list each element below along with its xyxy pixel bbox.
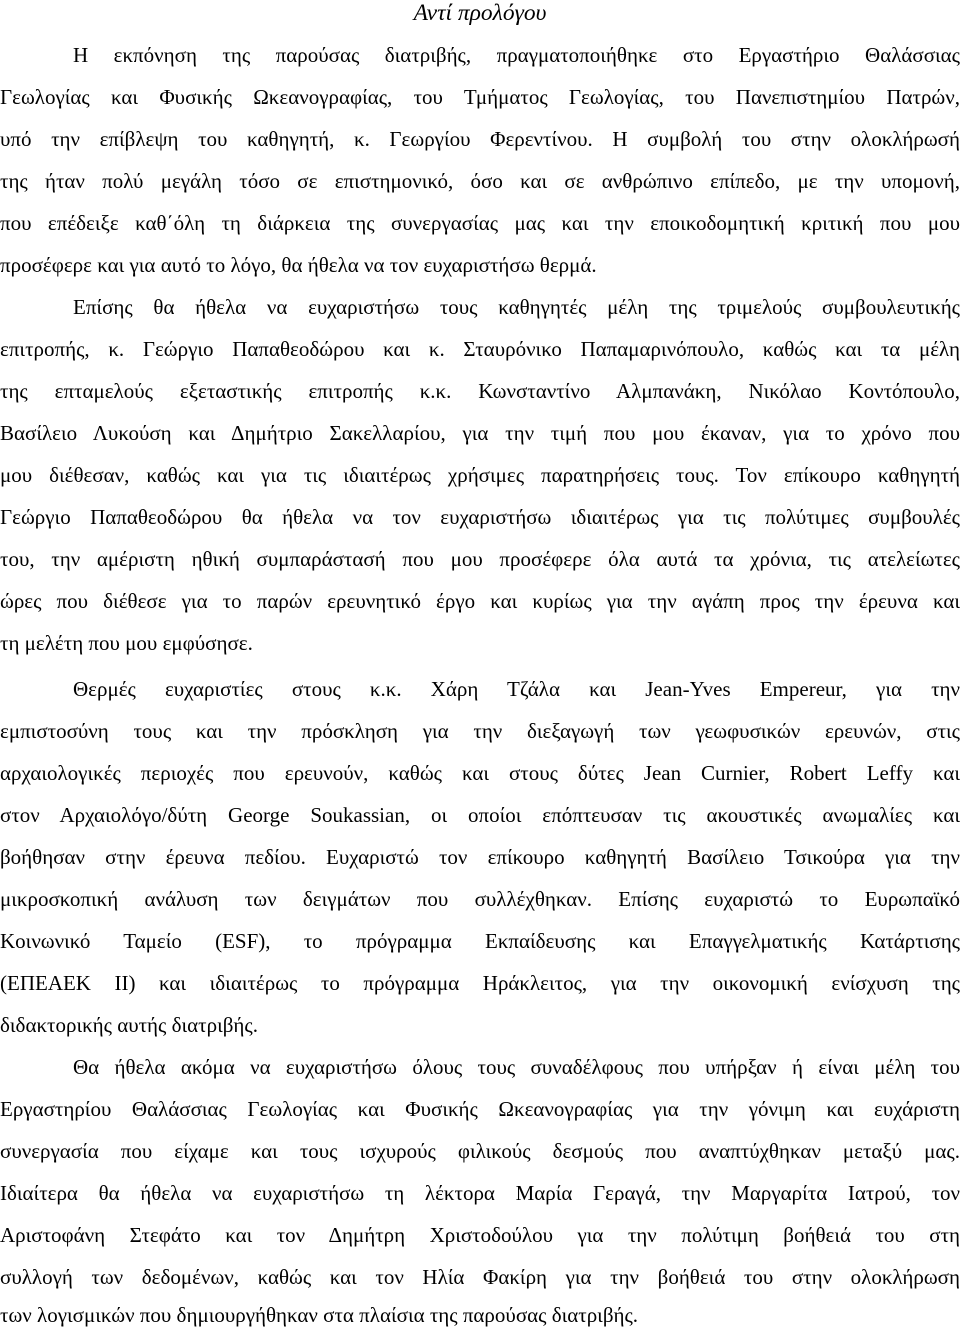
text-line: Βασίλειο Λυκούση και Δημήτριο Σακελλαρίου, για την τιμή που μου έκαναν, για το χρόνο που — [0, 421, 960, 445]
text-line: Γεώργιο Παπαθεοδώρου θα ήθελα να τον ευχαριστήσω ιδιαιτέρως για τις πολύτιμες συμβουλές — [0, 505, 960, 529]
text-line: που επέδειξε καθ΄όλη τη διάρκεια της συνεργασίας μας και την εποικοδομητική κριτική που μου — [0, 211, 960, 235]
text-line: Εργαστηρίου Θαλάσσιας Γεωλογίας και Φυσικής Ωκεανογραφίας για την γόνιμη και ευχάριστη — [0, 1097, 960, 1121]
text-line: Αριστοφάνη Στεφάτο και τον Δημήτρη Χριστοδούλου για την πολύτιμη βοήθειά του στη — [0, 1223, 960, 1247]
text-line: συλλογή των δεδομένων, καθώς και τον Ηλία Φακίρη για την βοήθειά του στην ολοκλήρωση — [0, 1265, 960, 1289]
text-line: υπό την επίβλεψη του καθηγητή, κ. Γεωργίου Φερεντίνου. Η συμβολή του στην ολοκλήρωσή — [0, 127, 960, 151]
text-line: του, την αμέριστη ηθική συμπαράστασή που μου προσέφερε όλα αυτά τα χρόνια, τις ατελείωτες — [0, 547, 960, 571]
text-line: μου διέθεσαν, καθώς και για τις ιδιαιτέρως χρήσιμες παρατηρήσεις τους. Τον επίκουρο καθηγητή — [0, 463, 960, 487]
text-line: Θα ήθελα ακόμα να ευχαριστήσω όλους τους συναδέλφους που υπήρξαν ή είναι μέλη του — [73, 1055, 960, 1079]
text-line: τη μελέτη που μου εμφύσησε. — [0, 631, 253, 655]
page-title: Αντί προλόγου — [413, 0, 547, 26]
text-line: αρχαιολογικές περιοχές που ερευνούν, καθώς και στους δύτες Jean Curnier, Robert Leffy και — [0, 761, 960, 785]
text-line: συνεργασία που είχαμε και τους ισχυρούς φιλικούς δεσμούς που αναπτύχθηκαν μεταξύ μας. — [0, 1139, 960, 1163]
text-line: βοήθησαν στην έρευνα πεδίου. Ευχαριστώ τον επίκουρο καθηγητή Βασίλειο Τσικούρα για την — [0, 845, 960, 869]
text-line: Κοινωνικό Ταμείο (ESF), το πρόγραμμα Εκπαίδευσης και Επαγγελματικής Κατάρτισης — [0, 929, 960, 953]
text-line: Θερμές ευχαριστίες στους κ.κ. Χάρη Τζάλα και Jean-Yves Empereur, για την — [73, 677, 960, 701]
text-line: (ΕΠΕΑΕΚ ΙΙ) και ιδιαιτέρως το πρόγραμμα Ηράκλειτος, για την οικονομική ενίσχυση της — [0, 971, 960, 995]
text-line: Γεωλογίας και Φυσικής Ωκεανογραφίας, του Τμήματος Γεωλογίας, του Πανεπιστημίου Πατρών, — [0, 85, 960, 109]
text-line: εμπιστοσύνη τους και την πρόσκληση για την διεξαγωγή των γεωφυσικών ερευνών, στις — [0, 719, 960, 743]
text-line: Ιδιαίτερα θα ήθελα να ευχαριστήσω τη λέκτορα Μαρία Γεραγά, την Μαργαρίτα Ιατρού, τον — [0, 1181, 960, 1205]
text-line: διδακτορικής αυτής διατριβής. — [0, 1013, 258, 1037]
text-line: στον Αρχαιολόγο/δύτη George Soukassian, οι οποίοι επόπτευσαν τις ακουστικές ανωμαλίες και — [0, 803, 960, 827]
text-line: Η εκπόνηση της παρούσας διατριβής, πραγματοποιήθηκε στο Εργαστήριο Θαλάσσιας — [73, 43, 960, 67]
text-line: προσέφερε και για αυτό το λόγο, θα ήθελα να τον ευχαριστήσω θερμά. — [0, 253, 597, 277]
text-line: μικροσκοπική ανάλυση των δειγμάτων που συλλέχθηκαν. Επίσης ευχαριστώ το Ευρωπαϊκό — [0, 887, 960, 911]
text-line: επιτροπής, κ. Γεώργιο Παπαθεοδώρου και κ. Σταυρόνικο Παπαμαρινόπουλο, καθώς και τα μέλη — [0, 337, 960, 361]
text-line: των λογισμικών που δημιουργήθηκαν στα πλαίσια της παρούσας διατριβής. — [0, 1303, 639, 1327]
text-line: ώρες που διέθεσε για το παρών ερευνητικό έργο και κυρίως για την αγάπη προς την έρευνα και — [0, 589, 960, 613]
text-line: της επταμελούς εξεταστικής επιτροπής κ.κ. Κωνσταντίνο Αλμπανάκη, Νικόλαο Κοντόπουλο, — [0, 379, 960, 403]
text-line: Επίσης θα ήθελα να ευχαριστήσω τους καθηγητές μέλη της τριμελούς συμβουλευτικής — [73, 295, 960, 319]
text-line: της ήταν πολύ μεγάλη τόσο σε επιστημονικό, όσο και σε ανθρώπινο επίπεδο, με την υπομονή, — [0, 169, 960, 193]
